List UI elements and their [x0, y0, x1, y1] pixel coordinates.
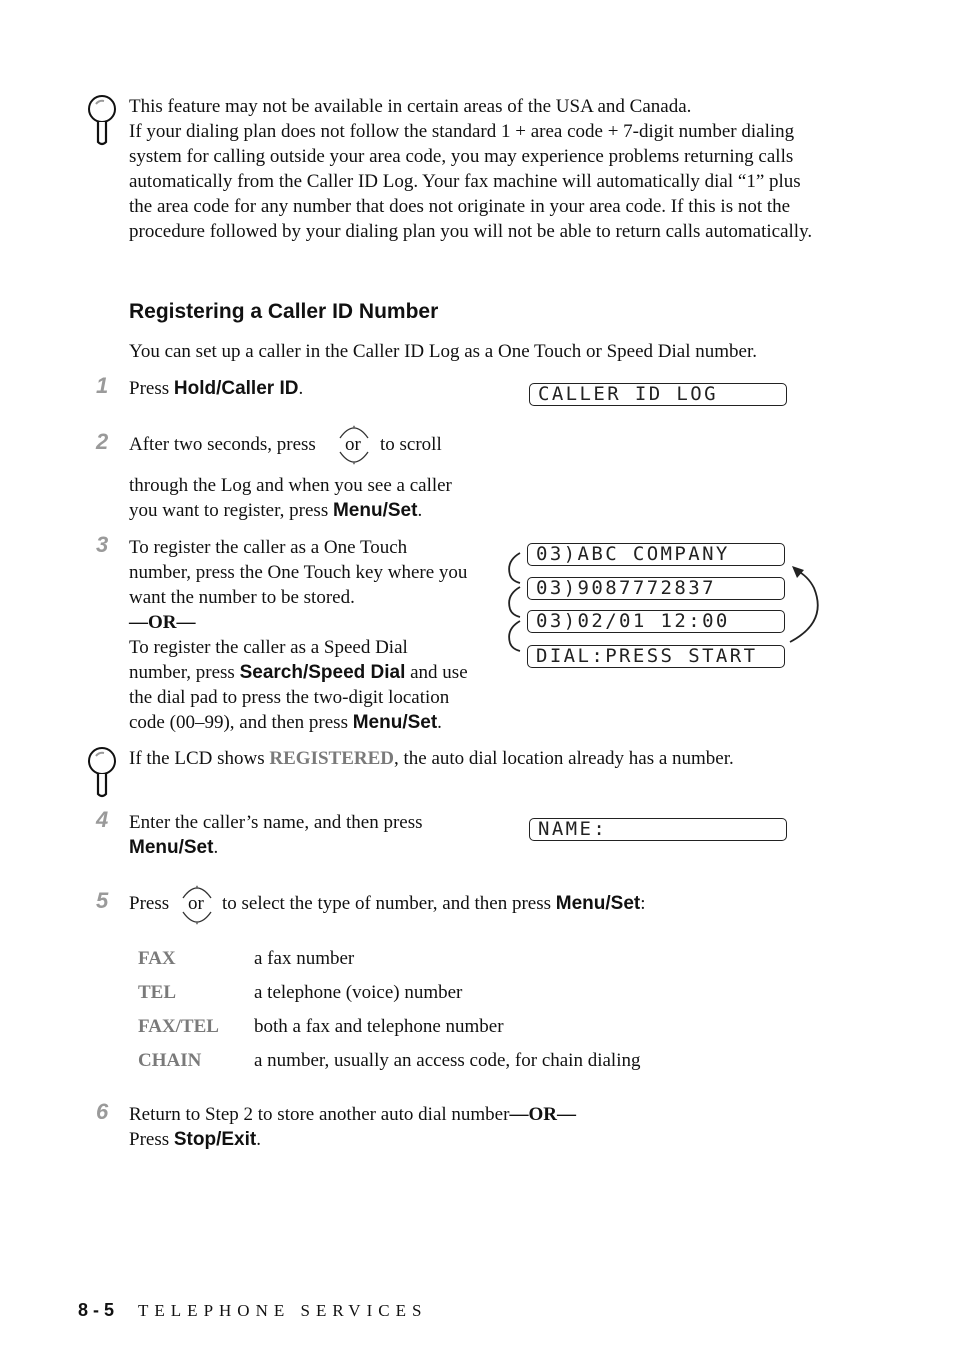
- key-name: Menu/Set: [332, 500, 418, 521]
- step-3-text: To register the caller as a One Touch: [129, 537, 408, 558]
- step-2-text: to scroll: [380, 434, 442, 455]
- step-3-text: To register the caller as a Speed Dial: [129, 637, 408, 658]
- lcd-display: DIAL:PRESS START: [527, 645, 785, 668]
- lcd-display: CALLER ID LOG: [529, 383, 787, 406]
- note-line: If the LCD shows REGISTERED, the auto dial location already has a number.: [129, 748, 734, 769]
- step-2-text: you want to register, press Menu/Set.: [129, 500, 423, 521]
- or-separator: —OR—: [129, 612, 196, 633]
- step-3-text: number, press the One Touch key where you: [129, 562, 468, 583]
- or-label: or: [188, 893, 204, 914]
- section-heading: Registering a Caller ID Number: [129, 300, 439, 323]
- step-number: 4: [96, 807, 109, 832]
- step-6-text: Press Stop/Exit.: [129, 1129, 261, 1150]
- key-name: Menu/Set: [555, 893, 641, 914]
- loop-arrow-icon: [788, 562, 824, 646]
- step-3-text: code (00–99), and then press Menu/Set.: [129, 712, 442, 733]
- step-6-text: Return to Step 2 to store another auto dial number—OR—: [129, 1104, 576, 1125]
- type-description: both a fax and telephone number: [254, 1016, 504, 1037]
- step-2-text: After two seconds, press: [129, 434, 316, 455]
- page-number: 8 - 5: [78, 1300, 115, 1320]
- type-description: a number, usually an access code, for chain dialing: [254, 1050, 641, 1071]
- lcd-message: REGISTERED: [269, 748, 394, 769]
- type-label: FAX/TEL: [138, 1016, 219, 1037]
- lcd-display: 03)ABC COMPANY: [527, 543, 785, 566]
- or-label: or: [345, 434, 361, 455]
- step-3-text: number, press Search/Speed Dial and use: [129, 662, 468, 683]
- step-number: 5: [96, 888, 109, 913]
- step-number: 6: [96, 1099, 109, 1124]
- magnifier-note-icon: [86, 746, 118, 798]
- step-4-text: Enter the caller’s name, and then press: [129, 812, 423, 833]
- key-name: Hold/Caller ID: [173, 378, 299, 399]
- page-footer: [78, 1300, 427, 1321]
- key-name: Search/Speed Dial: [239, 662, 406, 683]
- type-label: CHAIN: [138, 1050, 202, 1071]
- type-label: FAX: [138, 948, 176, 969]
- key-name: Menu/Set: [129, 837, 214, 858]
- type-label: TEL: [138, 982, 177, 1003]
- note-line: This feature may not be available in certain areas of the USA and Canada.: [129, 96, 692, 117]
- step-number: 2: [96, 429, 109, 454]
- type-description: a fax number: [254, 948, 355, 969]
- step-number: 1: [96, 373, 109, 398]
- step-4-text: Menu/Set.: [129, 837, 219, 858]
- key-name: Menu/Set: [352, 712, 438, 733]
- step-3-text: want the number to be stored.: [129, 587, 355, 608]
- magnifier-note-icon: [86, 94, 118, 146]
- key-name: Stop/Exit: [173, 1129, 257, 1150]
- step-5-text: Press: [129, 893, 170, 914]
- chapter-title: TELEPHONE SERVICES: [138, 1301, 428, 1320]
- lcd-display: 03)02/01 12:00: [527, 610, 785, 633]
- or-separator: —OR—: [509, 1104, 576, 1125]
- step-1-text: Press Hold/Caller ID.: [129, 378, 304, 399]
- type-description: a telephone (voice) number: [254, 982, 463, 1003]
- step-3-text: the dial pad to press the two-digit location: [129, 687, 450, 708]
- note-paragraph: If your dialing plan does not follow the standard 1 + area code + 7-digit number dialing system for calling outside your area code, you may experience problems returning calls automatically from the Caller ID Log. Your fax machine will automatically dial “1” plus the area code for any number that does not originate in your area code. If this is not the procedure followed by your dialing plan you will not be able to return calls automatically.: [129, 121, 813, 242]
- step-5-text: to select the type of number, and then press Menu/Set:: [222, 893, 646, 914]
- step-2-text: through the Log and when you see a caller: [129, 475, 452, 496]
- lcd-display: 03)9087772837: [527, 577, 785, 600]
- scroll-bracket-icon: [500, 545, 526, 665]
- lcd-display: NAME:: [529, 818, 787, 841]
- section-intro: You can set up a caller in the Caller ID Log as a One Touch or Speed Dial number.: [129, 341, 757, 362]
- step-number: 3: [96, 532, 109, 557]
